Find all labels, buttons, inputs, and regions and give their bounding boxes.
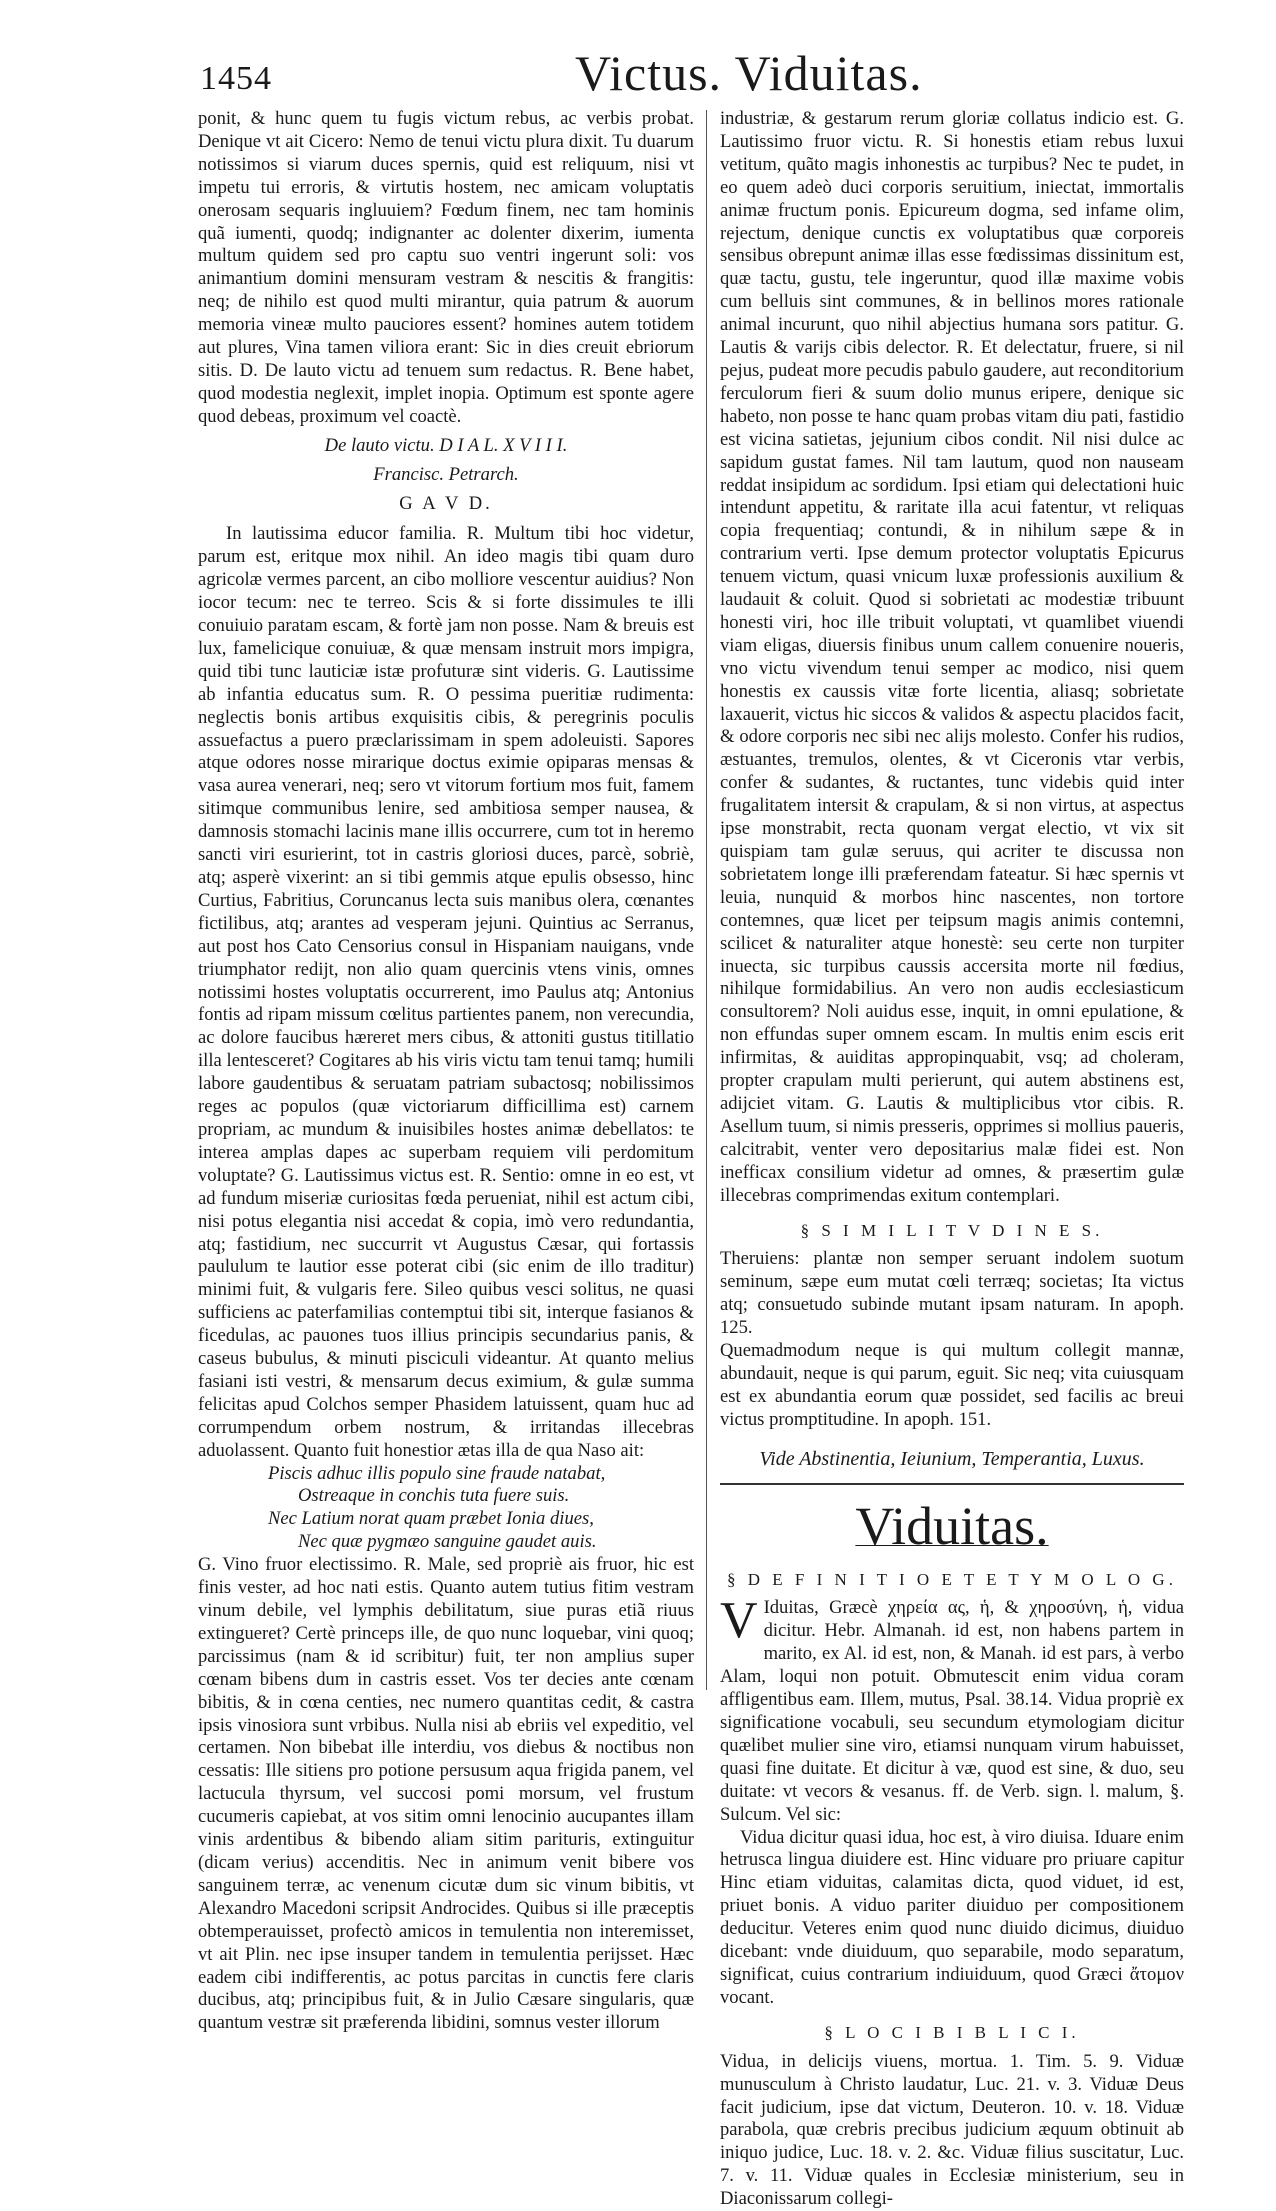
page-number: 1454 — [200, 60, 272, 97]
section-rule — [720, 1483, 1184, 1485]
similitudo-1: Theruiens: plantæ non semper seruant indolem suotum seminum, sæpe eum mutat cœli terræq; societas; Ita victus atq; consuetudo subinde mutant ipsam naturam. In apoph. 125. — [720, 1248, 1184, 1339]
similitudo-2: Quemadmodum neque is qui multum collegit mannæ, abundauit, neque is qui parum, eguit. Sic neq; vita cuiusquam est ex abundantia eorum quæ possidet, sed facilis ac breui victus promptitudine. In apoph. 151. — [720, 1340, 1184, 1430]
definitio-paragraph — [720, 1592, 1184, 1826]
verse-line-3: Nec Latium norat quam præbet Ionia diues, — [268, 1508, 594, 1530]
verse-line-4: Nec quæ pygmæo sanguine gaudet auis. — [298, 1531, 597, 1553]
loci-biblici-body: Vidua, in delicijs viuens, mortua. 1. Tim. 5. 9. Viduæ munusculum à Christo laudatur, Luc. 21. v. 3. Viduæ Deus facit judicium, ipse dat victum, Deuteron. 10. v. 18. Viduæ parabola, quæ crebris precibus judicium æquum obtinuit ab iniquo judice, Luc. 18. v. 2. &c. Viduæ filius suscitatur, Luc. 7. v. 11. Viduæ quales in Ecclesiæ ministerium, seu in Diaconissarum collegi- — [720, 2050, 1184, 2210]
column-divider — [706, 110, 707, 1690]
dialog-heading: De lauto victu. D I A L. X V I I I. — [324, 434, 568, 456]
see-also-line: Vide Abstinentia, Ieiunium, Temperantia, Luxus. — [759, 1447, 1145, 1470]
definitio-text: Iduitas, Græcè χηρεία ας, ἡ, & χηροσύνη, ἡ, vidua dicitur. Hebr. Almanah. id est, non habens partem in marito, ex Al. id est, non, & Manah. id est pars, à verbo Alam, loqui non potuit. Obmutescit enim vidua coram affligentibus eam. Illem, mutus, Psal. 38.14. Vidua propriè ex significatione vocabuli, seu secundum etymologiam dicitur quælibet mulier sine viro, etiamsi nunquam virum habuisset, quasi fine duitate. Et dicitur à væ, quod est sine, & duo, seu duitate: vt vecors & vesanus. ff. de Verb. sign. l. malum, §. Sulcum. Vel sic: — [720, 1597, 1184, 1825]
dialog-body: In lautissima educor familia. R. Multum tibi hoc videtur, parum est, eritque mox nihil. An ideo magis tibi quam duro agricolæ vermes parcent, an cibo molliore vescentur auidius? Non iocor tecum: nec te terreo. Scis & si forte dissimules te illi conuiuio paratam escam, & fortè jam non posse. Nam & breuis est lux, famelicique conuiuæ, & quæ mensam instruit mors impigra, quid tibi tunc lauticiæ istæ profuturæ sint videris. G. Lautissime ab infantia educatus sum. R. O pessima pueritiæ rudimenta: neglectis bonis artibus exquisitis cibis, & peregrinis poculis assuefactus a puero præclarissimam in spem adoleuisti. Sapores atque odores nosse mirarique doctus eximie opiparas mensas & vasa aurea venerari, neq; sero vt vitorum fortium mos fuit, famem sitimque communibus lenire, sed ambitiosa semper nausea, & damnosis stomachi lacinis mane illis occurrere, cum tot in heremo sancti viri esurierint, tot in castris gloriosi duces, parcè, sobriè, atq; asperè vixerint: an si tibi gemmis atque epulis obsesso, hinc Curtius, Fabritius, Coruncanus lecta suis manibus olera, cœnantes fictilibus, atq; arantes ad vesperam jejuni. Quintius ac Serranus, aut post hos Cato Censorius consul in Hispaniam nauigans, vnde triumphator redijt, non alio quam quercinis vtens vinis, omnes notissimi hostes voluptatis occurrerent, imo Paulus atq; Antonius fontis ad ripam missum cœlitus partientes panem, non verecundia, ac dolore faucibus hæreret mers cibus, & attoniti gustus titillatio illa lentesceret? Cogitares ab his viris victu tam tenui tamq; humili labore gaudentibus & seruatam patriam subactosq; nobilissimos reges ac populos (quæ victoriarum difficillima est) carnem propriam, ac mundum & inuisibiles hostes animæ debellatos: te interea amplas dapes ac superbam requiem vili perdomitum voluptate? G. Lautissimus victus est. R. Sentio: omne in eo est, vt ad fundum miseriæ curiositas fœda perueniat, nihil est actum cibi, nisi potus elegantia nisi accedat & copia, imò vero redundantia, atq; fastidium, nec succurrit vt Augustus Cæsar, qui fortassis paululum te lautior esse poterat cibi (sic enim de illo traditur) minimi fuit, & vulgaris fere. Sileo quibus vesci solitus, ne quasi sufficiens ac paterfamilias contemptui tibi sit, interque fasianos & ficedulas, ac pauones tuos illius principis secundarius panis, & caseus bubulus, & minuti pisciculi videantur. At quanto melius fasiani isti vestri, & mensarum decus eximium, & gulæ summa felicitas apud Colchos semper Phasidem latuissent, quam huc ad corrumpendum orbem nostrum, & irritandas illecebras aduolassent. Quanto fuit honestior ætas illa de qua Naso ait: — [198, 523, 694, 1461]
drop-cap: V — [720, 1592, 758, 1650]
verse-line-2: Ostreaque in conchis tuta fuere suis. — [298, 1485, 570, 1507]
left-column — [198, 108, 694, 2035]
dialog-author: Francisc. Petrarch. — [373, 463, 519, 485]
dialog-speaker: G A V D. — [399, 492, 493, 514]
right-column — [720, 108, 1184, 2211]
left-opening-paragraph: ponit, & hunc quem tu fugis victum rebus, ac verbis probat. Denique vt ait Cicero: Nemo de tenui victu plura dixit. Tu duarum notissimos si viarum duces spernis, quid est reliquum, nisi vt impetu tui erroris, & virtutis hostem, nec amicam voluptatis onerosam sequaris ingluuiem? Fœdum finem, nec tam hominis quã iumenti, quodq; indignanter ac dolenter dixerim, iumenta multum quidem sed pro captu suo ventri ingerunt soli: vos animantium domini mensuram vestram & nescitis & frangitis: neq; de nihilo est quod multi mirantur, quia patrum & auorum memoria vineæ multo pauciores essent? homines autem totidem aut plures, Vina tamen viliora erant: Sic in dies creuit ebriorum sitis. D. De lauto victu ad tenuem sum redactus. R. Bene habet, quod modestia neglexit, implet inopia. Optimum est sponte agere quod debeas, proximum vel coactè. — [198, 108, 694, 427]
viduitas-title: Viduitas. — [855, 1495, 1049, 1556]
definitio-paragraph-2: Vidua dicitur quasi idua, hoc est, à viro diuisa. Iduare enim hetrusca lingua diuidere est. Hinc viduare pro priuare capitur Hinc etiam viduitas, calamitas dicta, quod viduet, id est, priuet bonis. A viduo pariter diuiduo per compositionem deducitur. Veteres enim quod nunc diuido dicimus, diuiduo dicebant: vnde diuiduum, quo separabile, modo separatum, significat, cuius contrarium indiuiduum, quod Græci ἄτομον vocant. — [720, 1826, 1184, 2008]
right-opening-paragraph: industriæ, & gestarum rerum gloriæ collatus indicio est. G. Lautissimo fruor victu. R. Si honestis etiam rebus luxui vetitum, quãto magis inhonestis ac turpibus? Nec te pudet, in eo quem adeò duci corporis seruitium, iniectat, immortalis animæ fructum ponis. Epicureum dogma, sed infame olim, rejectum, denique cunctis ex voluptatibus quæ corporeis sensibus obrepunt animæ illas esse fœdissimas dissinitum est, quæ tactu, gustu, tele ingeruntur, quod illæ maxime vobis cum belluis sint communes, & in bellinos mores rationale animal incurunt, quo nihil abjectius humana sors patitur. G. Lautis & varijs cibis delector. R. Et delectatur, fruere, si nil pejus, pudeat more pecudis pabulo gaudere, aut reconditorium ferculorum fieri & suum dolio munus eripere, denique sic habeto, non posse te hanc quam probas vitam diu pati, fastidio est vicina satietas, jejunium cibos condit. Nil nisi dulce ac sapidum gustat fames. Nil tam lautum, quod non nauseam reddat insipidum ac sordidum. Ipsi etiam qui delectationi huic intendunt appetitu, & raritate illa acui fatentur, vt reliquas copia frequentiaq; contundi, & in nihilum sæpe & in contrarium verti. Ipse demum protector voluptatis Epicurus tenuem victum, quasi vnicum luxæ professionis auxilium & laudauit & coluit. Quod si sobrietati ac modestiæ tribuunt honesti viri, hoc ille tribuit voluptati, vt quamlibet viuendi viam eligas, diuersis finibus unum callem conuenire noueris, vno victu vivendum tenui semper ac modico, nisi quem honestis ex caussis vitæ forte licentia, aliasq; sobrietate laxauerit, victus hic siccos & validos & aspectu placidos facit, & odore corporis nec sibi nec alijs molesto. Confer his rudios, æstuantes, tremulos, olentes, & vt Ciceronis vtar verbis, confer & sudantes, & ructantes, tunc videbis quid inter frugalitatem intersit & crapulam, & si non virtus, at aspectus ipse monstrabit, recta quonam vergat electio, vt vix sit quispiam tam gulæ seruus, qui acriter te discussa non sobrietatem longe illi præferendam fateatur. Si hæc spernis vt leuia, nunquid & morbos hinc nascentes, non tortore contemnes, quæ licet per teipsum magis animis contemni, scilicet & naturaliter atque honestè: seu certe non turpiter inuecta, sic turpibus caussis accersita morte nil fœdius, nihilque formidabilius. An vero non audis ecclesiasticum consultorem? Noli auidus esse, inquit, in omni epulatione, & non effundas super omnem escam. In multis enim escis erit infirmitas, & auiditas appropinquabit, vsq; ad choleram, propter crapulam multi perierunt, qui autem abstinens est, adijciet vitam. G. Lautis & multiplicibus vtor cibis. R. Asellum tuum, si nimis presseris, opprimes si mollius paueris, calcitrabit, venter vero depositarius malæ fidei est. Non inefficax consilium videtur ad omnes, & præsertim gulæ illecebras comprimendas exitum contemplari. — [720, 108, 1184, 1206]
loci-biblici-heading: § L O C I B I B L I C I. — [824, 2022, 1080, 2042]
similitudines-heading: § S I M I L I T V D I N E S. — [800, 1220, 1104, 1240]
definitio-heading: § D E F I N I T I O E T E T Y M O L O G. — [727, 1569, 1177, 1589]
verse-line-1: Piscis adhuc illis populo sine fraude natabat, — [268, 1462, 606, 1484]
after-verse-paragraph: G. Vino fruor electissimo. R. Male, sed propriè ais fruor, hic est finis vester, ad hoc nati estis. Quanto autem tutius fitim vestram vinum debile, vel lymphis debilitatum, siue puras etiã riuus extingueret? Certè princeps ille, de quo nunc loquebar, vini quoq; parcissimus (nam & id scribitur) fuit, ter non amplius super cœnam bibens dum in castris esset. Vos ter decies ante cœnam bibitis, & in cœna centies, nec numero quantitas cedit, & castra ipsis vinosiora sunt vrbibus. Nulla nisi ab ebriis vel expeditio, vel certamen. Non bibebat ille interdiu, vos diebus & noctibus non cessatis: Ille sitiens pro potione persusum aqua frigida panem, vel lactucula thyrsum, vel succosi pomi morsum, vel frustum cucumeris capiebat, at vos sitim omni lenocinio aucupantes illam vinis ardentibus & bibendo aliam sitim parituris, extinguitur (dicam verius) accenditis. Nec in animum venit bibere vos sanguinem terræ, ac venenum cicutæ dum sic vinum bibitis, vt Alexandro Macedoni scripsit Androcides. Quibus si ille præceptis obtemperauisset, profectò amicos in temulentia non interemisset, vt ait Plin. nec ipse insuper tandem in temulentia perijsset. Hæc eadem cibi indifferentis, ac potus parcitas in cunctis fere claris ducibus, atq; principibus fuit, & in Julio Cæsare singularis, quæ quantum vestræ sit præferenda libidini, somnus vester illorum — [198, 1554, 694, 2034]
running-title: Victus. Viduitas. — [575, 45, 923, 101]
